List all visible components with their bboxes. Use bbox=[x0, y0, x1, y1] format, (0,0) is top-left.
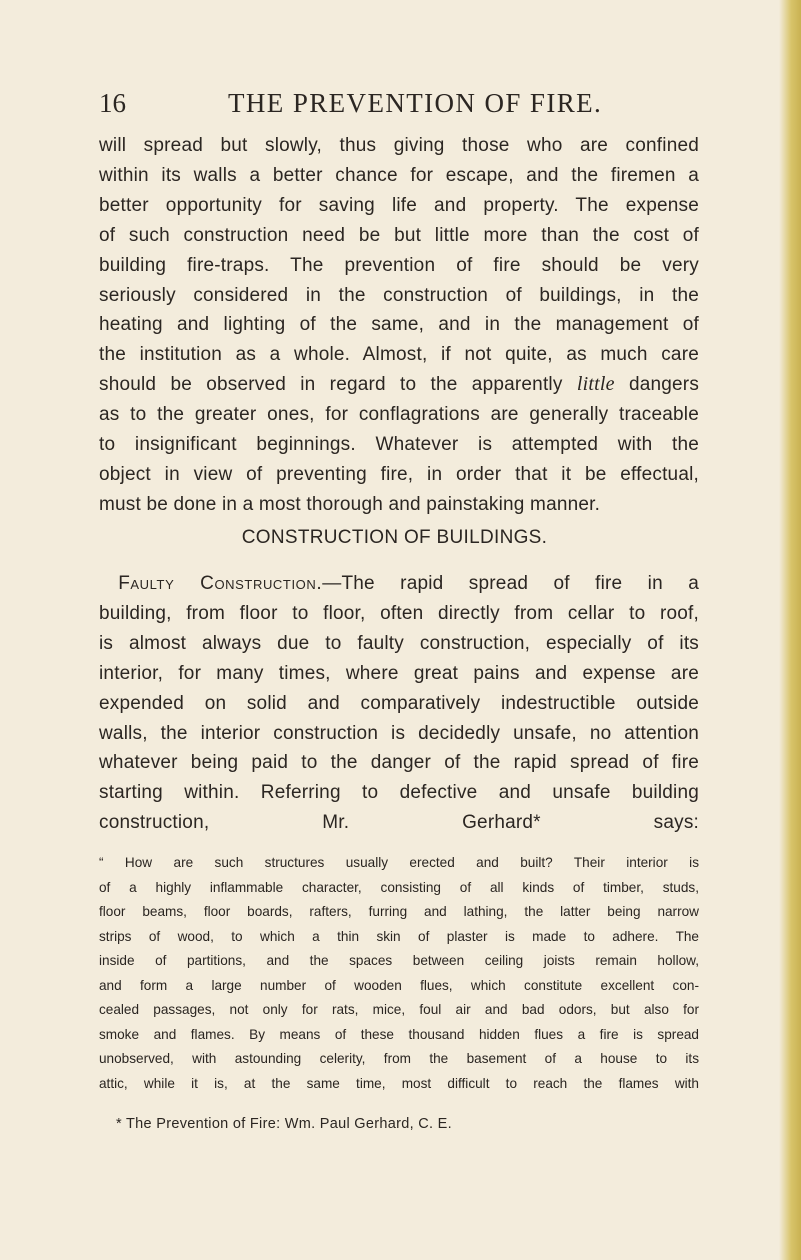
quote-line: “ How are such structures usually erected and built? Their interior is bbox=[99, 855, 699, 870]
italic-emphasis: little bbox=[576, 373, 615, 396]
quote-line: floor beams, floor boards, rafters, furring and lathing, the latter being narrow bbox=[99, 904, 699, 919]
text-line: is almost always due to faulty construction, especially of its bbox=[99, 632, 699, 654]
block-quote bbox=[99, 851, 699, 1096]
text-line: the institution as a whole. Almost, if not quite, as much care bbox=[99, 344, 699, 366]
text-line: building, from floor to floor, often directly from cellar to roof, bbox=[99, 602, 699, 624]
text-line: construction, Mr. Gerhard* says: bbox=[99, 812, 699, 834]
text-fragment: dangers bbox=[628, 374, 700, 396]
section-heading bbox=[0, 527, 801, 549]
text-line: building fire-traps. The prevention of fire should be very bbox=[99, 254, 699, 276]
quote-line: cealed passages, not only for rats, mice, foul air and bad odors, but also for bbox=[99, 1002, 699, 1017]
paragraph-2 bbox=[99, 569, 699, 838]
text-line: object in view of preventing fire, in order that it be effectual, bbox=[99, 463, 699, 485]
quote-line: smoke and flames. By means of these thousand hidden flues a fire is spread bbox=[99, 1026, 699, 1042]
text-fragment: should be observed in regard to the apparently bbox=[99, 374, 563, 396]
text-line: of such construction need be but little more than the cost of bbox=[99, 224, 699, 246]
text-line: better opportunity for saving life and property. The expense bbox=[99, 194, 699, 216]
text-line: within its walls a better chance for escape, and the firemen a bbox=[99, 164, 699, 186]
text-line bbox=[99, 569, 699, 599]
text-line: whatever being paid to the danger of the rapid spread of fire bbox=[99, 752, 699, 774]
text-line: as to the greater ones, for conflagrations are generally traceable bbox=[99, 404, 699, 426]
page-header bbox=[0, 85, 801, 125]
text-line: interior, for many times, where great pains and expense are bbox=[99, 662, 699, 684]
text-line: seriously considered in the construction of buildings, in the bbox=[99, 284, 699, 306]
text-line: heating and lighting of the same, and in the management of bbox=[99, 314, 699, 336]
quote-line: attic, while it is, at the same time, most difficult to reach the flames with bbox=[99, 1075, 699, 1091]
text-line-with-italic bbox=[99, 370, 699, 400]
page-edge-shadow bbox=[779, 0, 801, 1260]
text-line: will spread but slowly, thus giving those who are confined bbox=[99, 135, 699, 156]
text-line: must be done in a most thorough and painstaking manner. bbox=[99, 493, 601, 515]
section-heading-text: CONSTRUCTION OF BUILDINGS. bbox=[241, 527, 548, 548]
text-line: starting within. Referring to defective and unsafe building bbox=[99, 782, 699, 804]
quote-line: and form a large number of wooden flues, which constitute excellent con- bbox=[99, 977, 699, 993]
quote-line: inside of partitions, and the spaces between ceiling joists remain hollow, bbox=[99, 953, 699, 968]
paragraph-1 bbox=[99, 131, 699, 520]
page-number: 16 bbox=[99, 88, 126, 118]
paragraph-lead: Faulty Construction. bbox=[118, 573, 323, 594]
text-fragment: —The rapid spread of fire in a bbox=[322, 573, 700, 594]
footnote: * The Prevention of Fire: Wm. Paul Gerhard, C. E. bbox=[116, 1116, 452, 1132]
text-line: to insignificant beginnings. Whatever is attempted with the bbox=[99, 434, 699, 456]
running-title: THE PREVENTION OF FIRE. bbox=[228, 88, 603, 118]
quote-line: of a highly inflammable character, consisting of all kinds of timber, studs, bbox=[99, 879, 699, 895]
quote-line: strips of wood, to which a thin skin of plaster is made to adhere. The bbox=[99, 928, 699, 944]
text-line: expended on solid and comparatively indestructible outside bbox=[99, 692, 699, 714]
text-line: walls, the interior construction is decidedly unsafe, no attention bbox=[99, 722, 699, 744]
quote-line: unobserved, with astounding celerity, from the basement of a house to its bbox=[99, 1051, 699, 1066]
